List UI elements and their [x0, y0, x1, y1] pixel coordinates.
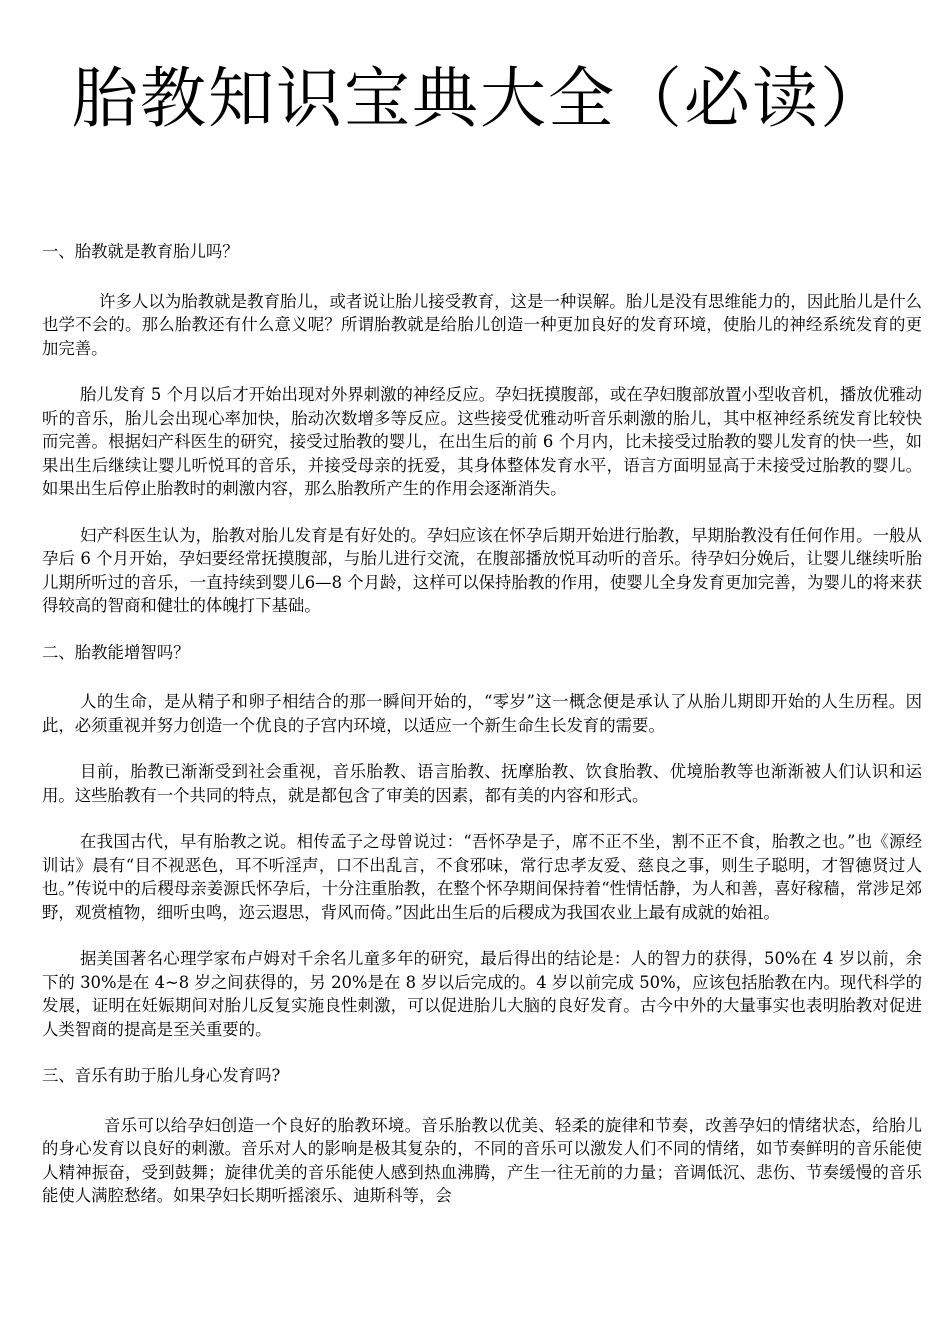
section-heading: 二、胎教能增智吗？: [42, 642, 190, 662]
paragraph: 许多人以为胎教就是教育胎儿，或者说让胎儿接受教育，这是一种误解。胎儿是没有思维能力的，因此胎儿是什么也学不会的。那么胎教还有什么意义呢？所谓胎教就是给胎儿创造一种更加良好的发育环境，使胎儿的神经系统发育的更加完善。: [42, 291, 922, 358]
paragraph: 音乐可以给孕妇创造一个良好的胎教环境。音乐胎教以优美、轻柔的旋律和节奏，改善孕妇的情绪状态，给胎儿的身心发育以良好的刺激。音乐对人的影响是极其复杂的，不同的音乐可以激发人们不同的情绪，如节奏鲜明的音乐能使人精神振奋，受到鼓舞；旋律优美的音乐能使人感到热血沸腾，产生一往无前的力量；音调低沉、悲伤、节奏缓慢的音乐能使人满腔愁绪。如果孕妇长期听摇滚乐、迪斯科等，会: [42, 1115, 922, 1205]
section-1: [42, 240, 922, 618]
section-2: [42, 641, 922, 1042]
paragraph: 目前，胎教已渐渐受到社会重视，音乐胎教、语言胎教、抚摩胎教、饮食胎教、优境胎教等也渐渐被人们认识和运用。这些胎教有一个共同的特点，就是都包含了审美的因素，都有美的内容和形式。: [42, 762, 922, 805]
paragraph: 在我国古代，早有胎教之说。相传孟子之母曾说过：“吾怀孕是子，席不正不坐，割不正不食，胎教之也。”也《源经训诂》晨有“目不视恶色，耳不听淫声，口不出乱言，不食邪味，常行忠孝友爱、慈良之事，则生子聪明，才智德贤过人也。”传说中的后稷母亲姜源氏怀孕后，十分注重胎教，在整个怀孕期间保持着“性情恬静，为人和善，喜好稼穑，常涉足郊野，观赏植物，细听虫鸣，迩云遐思，背风而倚。”因此出生后的后稷成为我国农业上最有成就的始祖。: [42, 832, 922, 922]
section-heading: 三、音乐有助于胎儿身心发育吗?: [42, 1066, 281, 1085]
section-heading: 一、胎教就是教育胎儿吗？: [42, 242, 239, 261]
paragraph: 妇产科医生认为，胎教对胎儿发育是有好处的。孕妇应该在怀孕后期开始进行胎教，早期胎教没有任何作用。一般从孕后 6 个月开始，孕妇要经常抚摸腹部，与胎儿进行交流，在腹部播放悦耳动听的音乐。待孕妇分娩后，让婴儿继续听胎儿期所听过的音乐，一直持续到婴儿6—8 个月龄，这样可以保持胎教的作用，使婴儿全身发育更加完善，为婴儿的将来获得较高的智商和健壮的体魄打下基础。: [42, 525, 922, 615]
paragraph: 据美国著名心理学家布卢姆对千余名儿童多年的研究，最后得出的结论是：人的智力的获得，50%在 4 岁以前，余下的 30%是在 4~8 岁之间获得的，另 20%是在 8 岁以后完成的。4 岁以前完成 50%，应该包括胎教在内。现代科学的发展，证明在妊娠期间对胎儿反复实施良性刺激，可以促进胎儿大脑的良好发育。古今中外的大量事实也表明胎教对促进人类智商的提高是至关重要的。: [42, 949, 922, 1039]
paragraph: 胎儿发育 5 个月以后才开始出现对外界刺激的神经反应。孕妇抚摸腹部，或在孕妇腹部放置小型收音机，播放优雅动听的音乐，胎儿会出现心率加快，胎动次数增多等反应。这些接受优雅动听音乐刺激的胎儿，其中枢神经系统发育比较快而完善。根据妇产科医生的研究，接受过胎教的婴儿，在出生后的前 6 个月内，比未接受过胎教的婴儿发育的快一些，如果出生后继续让婴儿听悦耳的音乐，并接受母亲的抚爱，其身体整体发育水平，语言方面明显高于未接受过胎教的婴儿。如果出生后停止胎教时的刺激内容，那么胎教所产生的作用会逐渐消失。: [42, 385, 922, 498]
document-body: [42, 240, 922, 1231]
section-3: [42, 1064, 922, 1208]
paragraph: 人的生命，是从精子和卵子相结合的那一瞬间开始的，“零岁”这一概念便是承认了从胎儿期即开始的人生历程。因此，必须重视并努力创造一个优良的子宫内环境，以适应一个新生命生长发育的需要。: [42, 692, 922, 735]
document-title: 胎教知识宝典大全（必读）: [72, 60, 888, 137]
